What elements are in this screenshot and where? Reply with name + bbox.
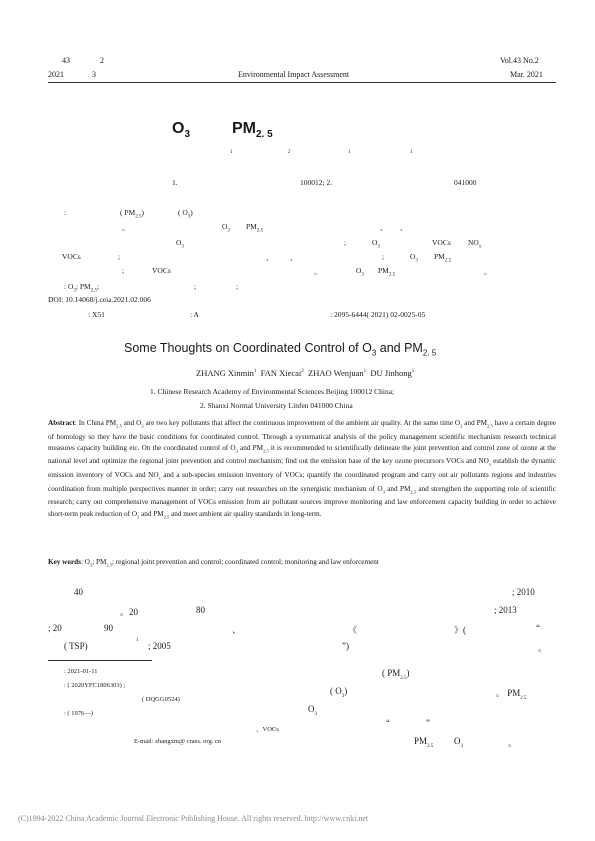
cn-abs-l2e: 、	[400, 223, 408, 232]
right-quote-open: “	[386, 718, 390, 728]
cn-abs-l2c: $PM_{2.5}$	[246, 222, 264, 234]
body-r3e: 》(	[454, 625, 466, 635]
author-sup-4: 1	[410, 150, 413, 155]
cn-abs-l4a: VOCs	[62, 252, 81, 261]
body-r2c: ; 2013	[494, 605, 517, 615]
year: 2021	[48, 70, 64, 79]
volume-issue-right: Vol.43 No.2	[500, 56, 539, 65]
body-r2b: 80	[196, 605, 205, 615]
cn-abs-l4e: ;	[382, 252, 385, 261]
en-title: Some Thoughts on Coordinated Control of $O_3$ and $PM_{2. 5}$	[124, 341, 437, 358]
author-sup-1: 1	[230, 150, 233, 155]
issue-number: 2	[100, 56, 104, 65]
body-r4d: ”)	[342, 641, 349, 651]
right-o3: ( $O_3$)	[330, 686, 348, 699]
right-quote-close: ”	[426, 718, 430, 728]
body-r3d: 《	[348, 625, 358, 635]
doi: DOI: 10.14068/j.ceia.2021.02.006	[48, 295, 151, 304]
en-authors: ZHANG Xinmin$^1$ FAN Xiecai$^2$ ZHAO Wenjuan$^1$ DU Jinhong$^1$	[196, 368, 415, 378]
cn-affil-zip1: 100012; 2.	[300, 178, 333, 187]
date-right: Mar. 2021	[510, 70, 543, 79]
cn-abs-l5f: 。	[484, 267, 492, 276]
body-r4c: ; 2005	[148, 641, 171, 651]
cn-abs-l5b: VOCs	[152, 266, 171, 275]
cn-abs-l4d: 、	[290, 253, 298, 262]
en-affil-1: 1. Chinese Research Academy of Environmental Sciences Beijing 100012 China;	[150, 387, 395, 396]
cn-abs-l5c: 。	[314, 267, 322, 276]
cn-affil-1: 1.	[172, 178, 178, 187]
footnote-rule	[48, 660, 152, 661]
en-abstract: Abstract: In China $PM_{2.5}$ and $O_3$ are two key pollutants that affect the continuous improvement of the ambient air quality. At the same time $O_3$ and $PM_{2.5}$ have a certain degree of homology so they have the basic conditions for coordinated control. Through a systematical analysis of the policy management scientific mechanism research technical measures capacity building etc. On the coordinated control of $O_3$ and $PM_{2.5}$ it is recommended to scientifically delineate the joint prevention and control zone of ozone at the national level and optimize the regional joint prevention and control mechanism; find out the emission base of the key ozone precursors VOCs and $NO_x$ establish the dynamic emission inventory of VOCs and $NO_x$ and a sub-species emission inventory of VOCs; quantify the coordinated program and carry out air pollutants regions and industries coordination from multiple perspectives manner in order; carry out researches on the synergistic mechanism of $O_3$ and $PM_{2.5}$ and strengthen the supporting role of scientific research; carry out comprehensive management of VOCs emission from air pollutant sources improve monitoring and law enforcement capacity building in order to achieve short-term peak reduction of $O_3$ and $PM_{2.5}$ and meet ambient air quality standards in long-term.	[48, 419, 557, 520]
cn-abs-o3: ( $O_3$)	[178, 208, 193, 220]
right-o3-c: $O_3$	[454, 736, 463, 749]
cn-abs-pm: ( $PM_{2.5}$)	[120, 208, 144, 220]
cn-abs-l4c: 、	[266, 253, 274, 262]
author-bio: : ( 1976—)	[64, 710, 93, 717]
cn-abs-l2a: 。	[122, 223, 130, 232]
cn-abs-l4g: $PM_{2.5}$	[434, 252, 452, 264]
received-date: : 2021-01-11	[64, 668, 98, 675]
right-pm25: ( $PM_{2.5}$)	[382, 668, 410, 681]
cn-affil-zip2: 041000	[454, 178, 477, 187]
research-field: 、VOCs	[256, 726, 279, 733]
clc-number: : X51	[88, 310, 105, 319]
body-r3a: ; 20	[48, 623, 62, 633]
funding-code: ( DQGG0524)	[142, 696, 180, 703]
right-pm25-c: $PM_{2.5}$	[414, 736, 434, 749]
en-affil-2: 2. Shanxi Normal University Linfen 041000 China	[200, 401, 353, 410]
body-r4a: ( TSP)	[64, 641, 88, 651]
cn-abs-l3b: ;	[344, 238, 347, 247]
body-r4b: 1	[136, 638, 139, 643]
body-r1b: ; 2010	[512, 587, 535, 597]
cn-title-pm: $PM_{2. 5}$	[232, 120, 273, 140]
body-r3f: “	[536, 623, 540, 633]
cn-kw-sep1: ;	[194, 282, 197, 291]
cn-abs-l3a: $O_3$	[176, 238, 184, 250]
cn-keywords: : $O_3$; $PM_{2.5}$;	[64, 282, 100, 294]
cn-title-o3: $O_3$	[172, 120, 191, 140]
right-pm25-b: 。 $PM_{2.5}$	[496, 688, 527, 701]
cn-abs-l4f: $O_3$	[410, 252, 418, 264]
header-rule	[48, 82, 556, 83]
cn-abstract-colon: :	[64, 208, 67, 217]
body-r2a: 。20	[120, 607, 139, 617]
cn-abs-l3d: VOCs	[432, 238, 451, 247]
funding: : ( 2020YFC1806303) ;	[64, 682, 126, 689]
cn-abs-l4b: ;	[118, 252, 121, 261]
en-keywords: Key words: $O_3$; $PM_{2.5}$; regional joint prevention and control; coordinated control; monitoring and law enforcement	[48, 558, 379, 568]
cn-abs-l3c: $O_3$	[372, 238, 380, 250]
cn-abs-l5a: ;	[122, 266, 125, 275]
journal-name: Environmental Impact Assessment	[238, 70, 350, 79]
copyright-footer: (C)1994-2022 China Academic Journal Electronic Publishing House. All rights reserved. http://www.cnki.net	[18, 814, 369, 823]
volume-number: 43	[62, 56, 70, 65]
author-sup-2: 2	[288, 150, 291, 155]
right-o3-b: $O_3$	[308, 704, 317, 717]
body-r3c: 、	[232, 625, 242, 635]
cn-abs-l2d: 、	[380, 223, 388, 232]
body-r3b: 90	[104, 623, 113, 633]
cn-abs-l3e: $NO_x$	[468, 238, 482, 250]
cn-kw-sep2: ;	[236, 282, 239, 291]
month: 3	[92, 70, 96, 79]
body-r1a: 40	[74, 587, 83, 597]
article-number: : 2095-6444( 2021) 02-0025-05	[330, 310, 426, 319]
right-period: 。	[508, 738, 518, 748]
body-r4e: 。	[538, 643, 548, 653]
cn-abs-l5e: $PM_{2.5}$	[378, 266, 396, 278]
author-sup-3: 1	[348, 150, 351, 155]
document-code: : A	[190, 310, 199, 319]
cn-abs-l5d: $O_3$	[356, 266, 364, 278]
cn-abs-l2b: $O_3$	[222, 222, 230, 234]
email: E-mail: zhangxm@ craes. org. cn	[134, 738, 222, 745]
